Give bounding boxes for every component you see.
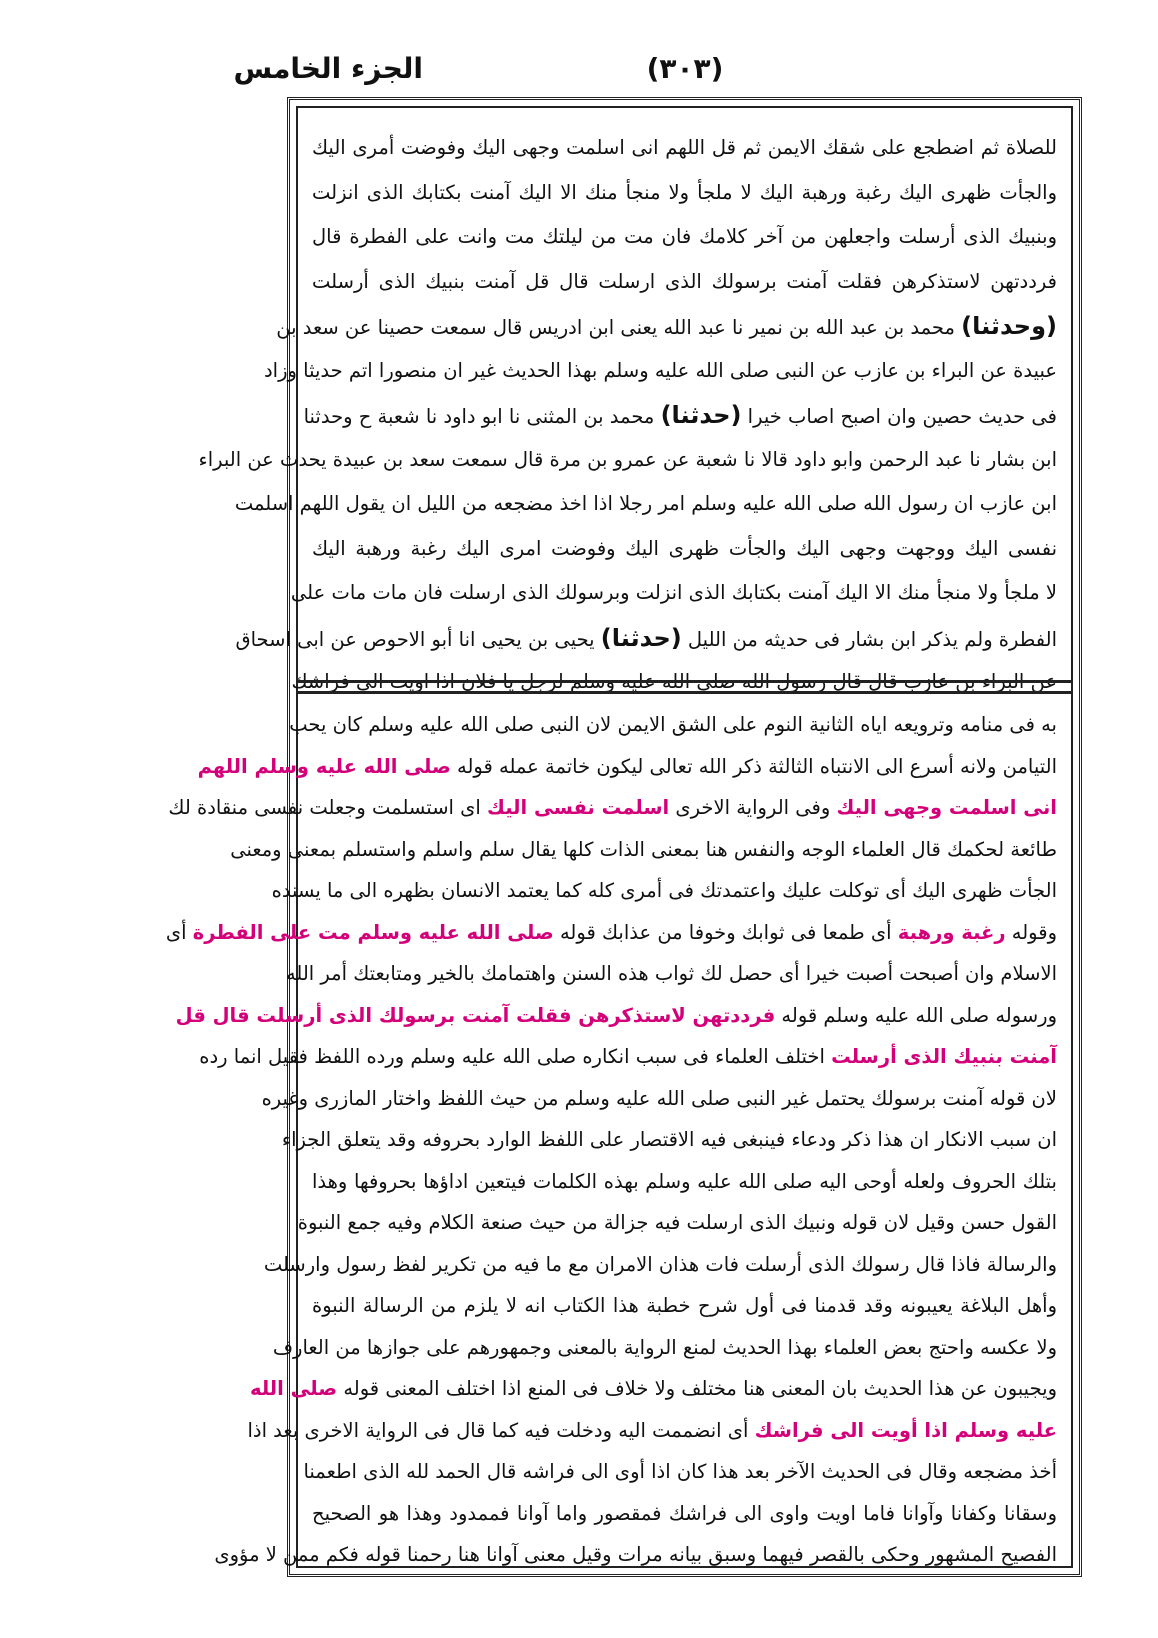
text-segment: بتلك الحروف ولعله أوحى اليه صلى الله عليه وسلم بهذه الكلمات فيتعين اداؤها بحروفها وهذا [312,1169,1057,1193]
text-segment: وقوله [1005,920,1057,944]
commentary-line [230,829,1057,871]
text-segment: ولا عكسه واحتج بعض العلماء بهذا الحديث لمنع الرواية بالمعنى وجمهورهم على جوازها من العارف [272,1335,1057,1359]
text-segment: القول حسن وقيل لان قوله ونبيك الذى ارسلت فيه جزالة من حيث صنعة الكلام وفيه جمع النبوة [297,1211,1057,1234]
text-segment: فرددتهن لاستذكرهن فقلت آمنت برسولك الذى ارسلت قال قل آمنت بنبيك الذى أرسلت [312,269,1057,293]
commentary-line [165,912,1057,954]
commentary-line [285,953,1057,995]
commentary-line [272,1327,1057,1369]
commentary-line [271,870,1057,912]
hadith-line [312,527,1057,572]
text-segment: طائعة لحكمك قال العلماء الوجه والنفس هنا بمعنى الذات كلها يقال سلم واسلم واستسلم بمعنى ومعنى [230,837,1057,861]
hadith-text-block [198,126,1057,705]
text-segment: وبنبيك الذى أرسلت واجعلهن من آخر كلامك فان مت من ليلتك مت وانت على الفطرة قال [312,225,1057,248]
chain-keyword: (حدثنا) [660,401,742,429]
commentary-line [289,704,1057,746]
highlighted-quote: فرددتهن لاستذكرهن فقلت آمنت برسولك الذى أرسلت قال قل [175,1003,776,1027]
text-segment: لا ملجأ ولا منجأ منك الا اليك آمنت بكتابك الذى انزلت وبرسولك الذى ارسلت فان مات مات على [290,581,1057,604]
text-segment: ابن بشار نا عبد الرحمن وابو داود قالا نا شعبة عن عمرو بن مرة قال سمعت سعد بن عبيدة يحدث عن البراء [198,447,1057,471]
section-divider [298,680,1071,694]
commentary-line [250,1368,1057,1410]
text-segment: أخذ مضجعه وقال فى الحديث الآخر بعد هذا كان اذا أوى الى فراشه قال الحمد لله الذى اطعمنا [303,1460,1057,1483]
commentary-line [263,1244,1057,1286]
text-segment: به فى منامه وترويعه اياه الثانية النوم على الشق الايمن لان النبى صلى الله عليه وسلم كان يحب [289,713,1057,736]
highlighted-quote: صلى الله [250,1377,338,1400]
text-segment: لان قوله آمنت برسولك يحتمل غير النبى صلى الله عليه وسلم من حيث اللفظ واختار المازرى وغيره [261,1086,1057,1110]
commentary-line [214,1534,1057,1576]
text-segment: عن البراء بن عازب قال قال رسول الله صلى الله عليه وسلم لرجل يا فلان اذا اويت الى فراشك [291,670,1057,693]
hadith-line [235,616,1057,661]
hadith-line [234,482,1057,527]
text-segment: الجأت ظهرى اليك أى توكلت عليك واعتمدتك فى أمرى كله كما يعتمد الانسان بظهره الى ما يسنده [271,879,1057,902]
highlighted-quote: صلى الله عليه وسلم مت على الفطرة [192,920,554,944]
chain-keyword: (وحدثنا) [961,312,1057,340]
commentary-line [175,995,1057,1037]
text-segment: وسقانا وكفانا وآوانا فاما اويت واوى الى فراشك فمقصور واما آوانا فممدود وهذا هو الصحيح [312,1501,1057,1525]
hadith-line [276,304,1057,349]
text-segment: ورسوله صلى الله عليه وسلم قوله [775,1003,1057,1027]
commentary-line [247,1410,1057,1452]
highlighted-quote: اسلمت نفسى اليك [487,796,670,819]
text-segment: محمد بن عبد الله بن نمير نا عبد الله يعنى ابن ادريس قال سمعت حصينا عن سعد بن [276,316,962,339]
chain-keyword: (حدثنا) [600,623,682,652]
text-segment: فى حديث حصين وان اصبح اصاب خيرا [741,405,1057,428]
commentary-line [312,1161,1057,1203]
text-segment: نفسى اليك ووجهت وجهى اليك والجأت ظهرى اليك وفوضت امرى اليك رغبة ورهبة اليك [312,536,1057,560]
page-number: (٣٠٣) [646,52,724,85]
text-segment: اختلف العلماء فى سبب انكاره صلى الله عليه وسلم ورده اللفظ فقيل انما رده [199,1045,832,1068]
hadith-line [312,171,1057,216]
page-frame [165,97,1082,1577]
commentary-line [168,787,1057,829]
text-segment: التيامن ولانه أسرع الى الانتباه الثالثة ذكر الله تعالى ليكون خاتمة عمله قوله [450,754,1057,778]
text-segment: اى استسلمت وجعلت نفسى منقادة لك [168,796,488,819]
highlighted-quote: عليه وسلم اذا أويت الى فراشك [754,1418,1057,1442]
commentary-line [197,746,1057,788]
part-title: الجزء الخامس [233,52,423,85]
highlighted-quote: رغبة ورهبة [897,920,1006,944]
highlighted-quote: آمنت بنبيك الذى أرسلت [831,1045,1057,1068]
highlighted-quote: انى اسلمت وجهى اليك [836,796,1057,819]
page-frame-inner [165,106,1073,1568]
commentary-line [312,1285,1057,1327]
commentary-line [297,1202,1057,1244]
text-segment: عبيدة عن البراء بن عازب عن النبى صلى الله عليه وسلم بهذا الحديث غير ان منصورا اتم حديثا وزاد [264,358,1057,382]
text-segment: أى [165,920,193,944]
hadith-line [264,349,1057,394]
text-segment: أى طمعا فى ثوابك وخوفا من عذابك قوله [553,920,898,944]
commentary-line [261,1078,1057,1120]
text-segment: وأهل البلاغة يعيبونه وقد قدمنا فى أول شرح خطبة هذا الكتاب انه لا يلزم من الرسالة النبوة [312,1294,1057,1317]
hadith-line [312,260,1057,305]
text-segment: ويجيبون عن هذا الحديث بان المعنى هنا مختلف ولا خلاف فى المنع اذا اختلف المعنى قوله [337,1377,1057,1400]
text-segment: وفى الرواية الاخرى [669,796,837,819]
text-segment: ان سبب الانكار ان هذا ذكر ودعاء فينبغى فيه الاقتصار على اللفظ الوارد بحروفه وقد يتعلق الجزاء [281,1128,1057,1151]
highlighted-quote: صلى الله عليه وسلم اللهم [197,754,451,778]
hadith-line [198,438,1057,483]
text-segment: الفطرة ولم يذكر ابن بشار فى حديثه من الليل [681,627,1057,651]
text-segment: أى انضممت اليه ودخلت فيه كما قال فى الرواية الاخرى بعد اذا [247,1418,755,1442]
commentary-line [281,1119,1057,1161]
hadith-line [290,571,1057,616]
commentary-block [165,704,1057,1576]
text-segment: والرسالة فاذا قال رسولك الذى أرسلت فات هذان الامران مع ما فيه من تكرير لفظ رسول وارسلت [263,1252,1057,1276]
text-segment: والجأت ظهرى اليك رغبة ورهبة اليك لا ملجأ ولا منجأ منك الا اليك آمنت بكتابك الذى انزلت [312,180,1057,204]
hadith-line [312,215,1057,260]
text-segment: يحيى بن يحيى انا أبو الاحوص عن ابى اسحاق [235,627,601,651]
text-segment: محمد بن المثنى نا ابو داود نا شعبة ح وحدثنا [303,405,661,428]
commentary-line [303,1451,1057,1493]
text-segment: الفصيح المشهور وحكى بالقصر فيهما وسبق بيانه مرات وقيل معنى آوانا هنا رحمنا قوله فكم ممن لا مؤوى [214,1543,1057,1566]
hadith-line [303,393,1057,438]
text-segment: للصلاة ثم اضطجع على شقك الايمن ثم قل اللهم انى اسلمت وجهى اليك وفوضت أمرى اليك [312,136,1057,159]
commentary-line [199,1036,1057,1078]
text-segment: ابن عازب ان رسول الله صلى الله عليه وسلم امر رجلا اذا اخذ مضجعه من الليل ان يقول اللهم اسلمت [234,492,1057,515]
hadith-line [312,126,1057,171]
text-segment: الاسلام وان أصبحت أصبت خيرا أى حصل لك ثواب هذه السنن واهتمامك بالخير ومتابعتك أمر الله [285,962,1057,985]
commentary-line [312,1493,1057,1535]
